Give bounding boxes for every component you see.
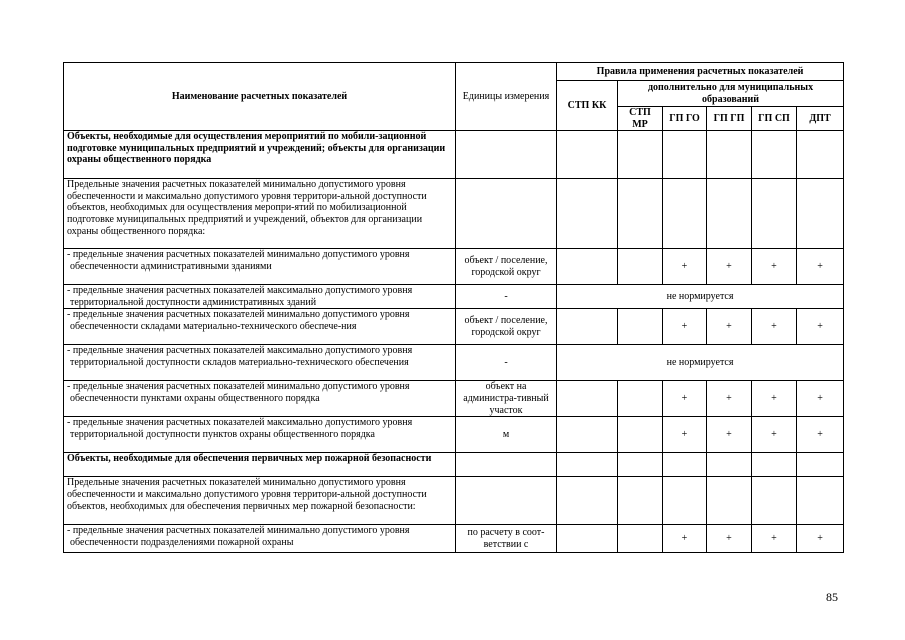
header-subcol: ГП СП	[752, 107, 797, 131]
table-row	[64, 285, 844, 309]
applicability-mark	[663, 131, 707, 179]
table-row	[64, 131, 844, 179]
indicator-units: -	[456, 285, 557, 309]
applicability-mark	[618, 179, 663, 249]
indicator-units: м	[456, 417, 557, 453]
table-row	[64, 453, 844, 477]
applicability-mark: +	[707, 525, 752, 553]
applicability-mark	[797, 179, 844, 249]
applicability-mark: +	[663, 381, 707, 417]
applicability-mark: +	[663, 525, 707, 553]
applicability-mark	[752, 131, 797, 179]
table-row	[64, 381, 844, 417]
applicability-mark	[707, 179, 752, 249]
indicator-name: - предельные значения расчетных показателей минимально допустимого уровня обеспеченности складами материально-технического обеспече-ния	[64, 309, 456, 345]
applicability-mark: +	[797, 249, 844, 285]
header-additional: дополнительно для муниципальных образований	[618, 81, 844, 107]
applicability-mark: +	[663, 309, 707, 345]
applicability-mark	[618, 477, 663, 525]
applicability-mark	[557, 179, 618, 249]
indicator-name: Предельные значения расчетных показателей минимально допустимого уровня обеспеченности и максимально допустимого уровня территори-альной доступности объектов, необходимых для обеспечения первичных мер пожарной безопасности:	[64, 477, 456, 525]
applicability-mark	[557, 131, 618, 179]
indicator-units: по расчету в соот-ветствии с	[456, 525, 557, 553]
applicability-mark	[618, 417, 663, 453]
applicability-mark	[618, 309, 663, 345]
applicability-mark: +	[707, 417, 752, 453]
indicator-name: - предельные значения расчетных показателей минимально допустимого уровня обеспеченности административными зданиями	[64, 249, 456, 285]
applicability-mark	[618, 453, 663, 477]
applicability-mark	[752, 179, 797, 249]
table-row	[64, 525, 844, 553]
applicability-mark	[618, 525, 663, 553]
indicator-units: объект / поселение, городской округ	[456, 249, 557, 285]
indicator-units	[456, 179, 557, 249]
applicability-mark	[557, 525, 618, 553]
applicability-mark: +	[752, 417, 797, 453]
table-row	[64, 249, 844, 285]
not-normalized-cell: не нормируется	[557, 285, 844, 309]
table-row	[64, 309, 844, 345]
applicability-mark	[618, 381, 663, 417]
indicators-table	[63, 62, 844, 553]
applicability-mark: +	[797, 417, 844, 453]
applicability-mark: +	[752, 249, 797, 285]
not-normalized-cell: не нормируется	[557, 345, 844, 381]
applicability-mark: +	[752, 381, 797, 417]
applicability-mark	[618, 131, 663, 179]
header-subcol: ДПТ	[797, 107, 844, 131]
applicability-mark	[618, 249, 663, 285]
header-units: Единицы измерения	[456, 63, 557, 131]
applicability-mark	[797, 453, 844, 477]
indicator-name: Предельные значения расчетных показателей минимально допустимого уровня обеспеченности и максимально допустимого уровня территори-альной доступности объектов, необходимых для осуществления меропри-ятий по мобилизационной подготовке муниципальных предприятий и учреждений, объектов для организации охраны общественного порядка:	[64, 179, 456, 249]
indicator-name: Объекты, необходимые для обеспечения первичных мер пожарной безопасности	[64, 453, 456, 477]
header-name: Наименование расчетных показателей	[64, 63, 456, 131]
applicability-mark: +	[663, 249, 707, 285]
applicability-mark	[663, 453, 707, 477]
applicability-mark	[752, 477, 797, 525]
applicability-mark	[752, 453, 797, 477]
applicability-mark	[557, 453, 618, 477]
applicability-mark	[797, 131, 844, 179]
indicator-units	[456, 131, 557, 179]
applicability-mark: +	[797, 525, 844, 553]
indicator-units	[456, 453, 557, 477]
applicability-mark	[663, 477, 707, 525]
table-row	[64, 477, 844, 525]
indicator-name: - предельные значения расчетных показателей минимально допустимого уровня обеспеченности подразделениями пожарной охраны	[64, 525, 456, 553]
applicability-mark	[557, 477, 618, 525]
table-row	[64, 179, 844, 249]
indicator-units: объект на администра-тивный участок	[456, 381, 557, 417]
applicability-mark: +	[797, 381, 844, 417]
applicability-mark	[557, 249, 618, 285]
applicability-mark: +	[707, 309, 752, 345]
applicability-mark: +	[707, 381, 752, 417]
applicability-mark	[707, 477, 752, 525]
table-row	[64, 345, 844, 381]
applicability-mark: +	[752, 309, 797, 345]
applicability-mark	[663, 179, 707, 249]
applicability-mark	[707, 453, 752, 477]
page-number: 85	[826, 590, 838, 604]
indicator-units: объект / поселение, городской округ	[456, 309, 557, 345]
applicability-mark	[707, 131, 752, 179]
indicator-name: - предельные значения расчетных показателей максимально допустимого уровня территориальной доступности пунктов охраны общественного порядка	[64, 417, 456, 453]
applicability-mark: +	[707, 249, 752, 285]
indicator-name: - предельные значения расчетных показателей максимально допустимого уровня территориальной доступности складов материально-технического обеспечения	[64, 345, 456, 381]
indicator-units	[456, 477, 557, 525]
header-subcol: ГП ГП	[707, 107, 752, 131]
header-rules: Правила применения расчетных показателей	[557, 63, 844, 81]
table-row	[64, 417, 844, 453]
header-subcol: СТП МР	[618, 107, 663, 131]
indicator-name: Объекты, необходимые для осуществления мероприятий по мобили-зационной подготовке муниципальных предприятий и учреждений; объекты для организации охраны общественного порядка	[64, 131, 456, 179]
indicator-units: -	[456, 345, 557, 381]
applicability-mark	[557, 381, 618, 417]
header-subcol: ГП ГО	[663, 107, 707, 131]
applicability-mark	[557, 417, 618, 453]
indicator-name: - предельные значения расчетных показателей минимально допустимого уровня обеспеченности пунктами охраны общественного порядка	[64, 381, 456, 417]
header-stp-kk: СТП КК	[557, 81, 618, 131]
indicator-name: - предельные значения расчетных показателей максимально допустимого уровня территориальной доступности административных зданий	[64, 285, 456, 309]
applicability-mark	[557, 309, 618, 345]
applicability-mark: +	[663, 417, 707, 453]
applicability-mark	[797, 477, 844, 525]
applicability-mark: +	[752, 525, 797, 553]
applicability-mark: +	[797, 309, 844, 345]
